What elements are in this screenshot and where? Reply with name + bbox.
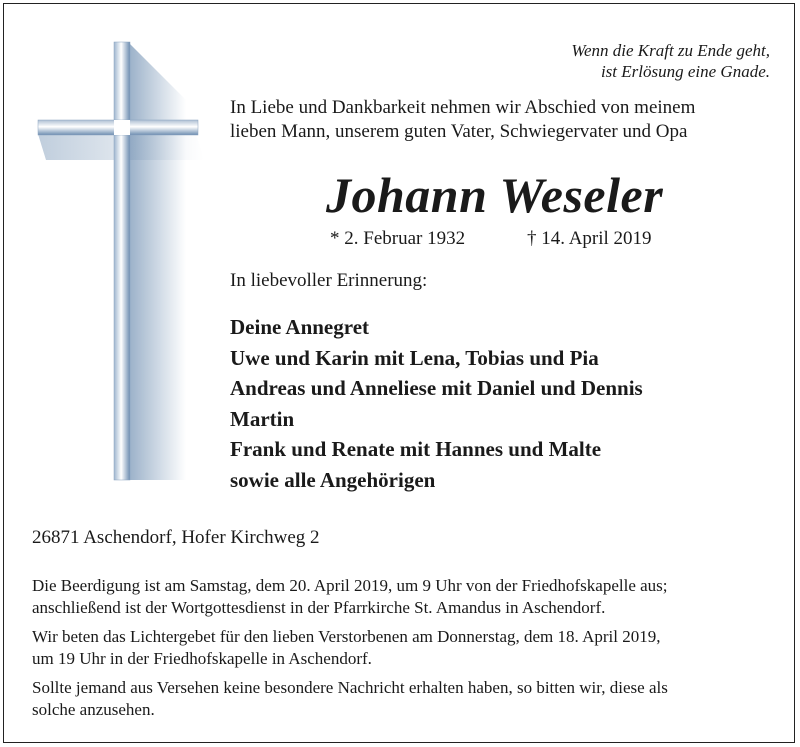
- cross-icon: [36, 40, 206, 490]
- intro-line: lieben Mann, unserem guten Vater, Schwiegervater und Opa: [230, 121, 688, 142]
- notice-line: um 19 Uhr in der Friedhofskapelle in Aschendorf.: [32, 648, 372, 668]
- message-notice: [32, 677, 777, 720]
- family-member: Frank und Renate mit Hannes und Malte: [230, 437, 602, 461]
- notice-line: anschließend ist der Wortgottesdienst in der Pfarrkirche St. Amandus in Aschendorf.: [32, 597, 606, 617]
- notice-line: solche anzusehen.: [32, 699, 155, 719]
- intro-text: [230, 96, 790, 144]
- motto-line: Wenn die Kraft zu Ende geht,: [571, 41, 770, 60]
- notices: [32, 575, 777, 728]
- family-member: Deine Annegret: [230, 315, 370, 339]
- birth-date: * 2. Februar 1932: [330, 228, 466, 249]
- notice-line: Sollte jemand aus Versehen keine besondere Nachricht erhalten haben, so bitten wir, diese als: [32, 678, 668, 697]
- intro-line: In Liebe und Dankbarkeit nehmen wir Abschied von meinem: [230, 97, 696, 118]
- notice-line: Wir beten das Lichtergebet für den lieben Verstorbenen am Donnerstag, dem 18. April 2019,: [32, 627, 661, 646]
- memory-line: In liebevoller Erinnerung:: [230, 270, 428, 291]
- prayer-notice: [32, 626, 777, 669]
- address: 26871 Aschendorf, Hofer Kirchweg 2: [32, 527, 320, 548]
- death-date: † 14. April 2019: [527, 228, 652, 249]
- notice-line: Die Beerdigung ist am Samstag, dem 20. April 2019, um 9 Uhr von der Friedhofskapelle aus;: [32, 576, 668, 595]
- motto-line: ist Erlösung eine Gnade.: [600, 62, 770, 81]
- family-list: [230, 312, 643, 495]
- family-member: Martin: [230, 406, 295, 431]
- motto: [520, 40, 770, 82]
- funeral-notice: [32, 575, 777, 618]
- deceased-name: Johann Weseler: [326, 167, 664, 223]
- family-member: sowie alle Angehörigen: [230, 467, 436, 492]
- family-member: Andreas und Anneliese mit Daniel und Dennis: [230, 376, 643, 400]
- family-member: Uwe und Karin mit Lena, Tobias und Pia: [230, 345, 599, 370]
